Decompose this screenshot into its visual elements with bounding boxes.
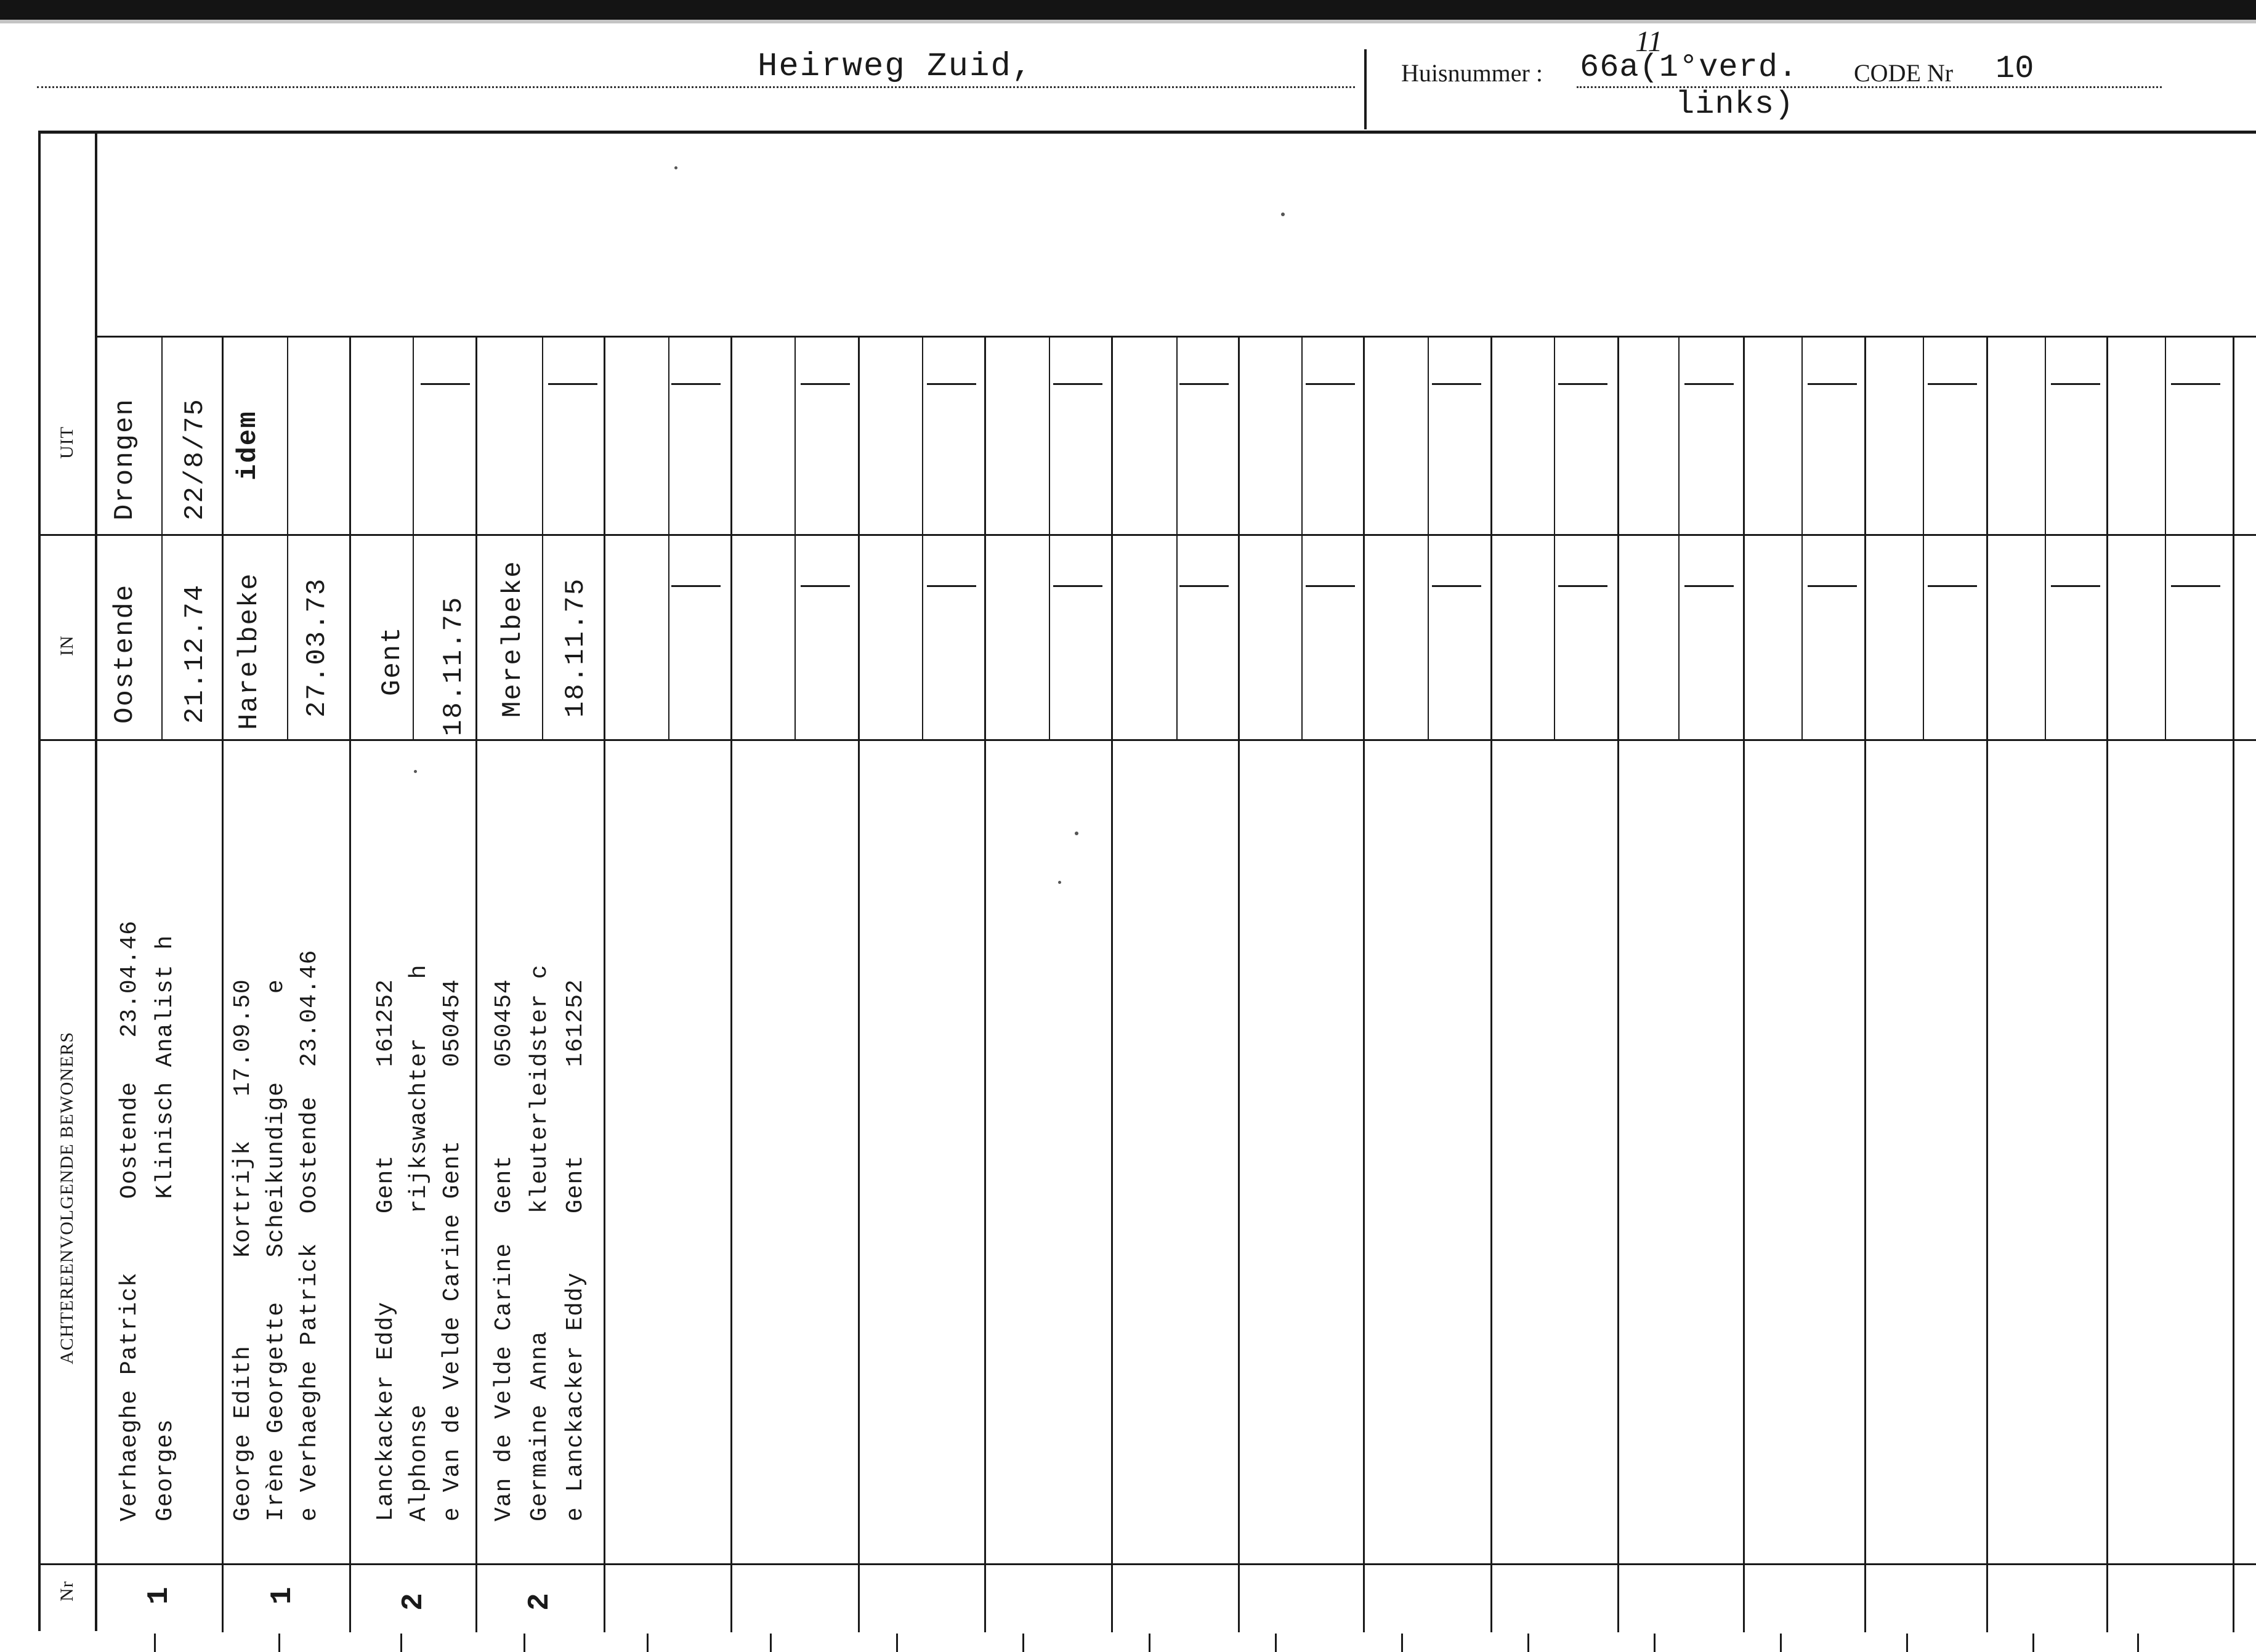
code-value: 10: [1995, 51, 2034, 87]
bottom-ruler-tick: [278, 1634, 280, 1652]
bottom-ruler-tick: [1780, 1634, 1782, 1652]
resident-line: e Verhaeghe Patrick Oostende 23.04.46: [296, 949, 323, 1521]
code-label: CODE Nr: [1854, 59, 1954, 87]
bottom-ruler-tick: [2137, 1634, 2139, 1652]
empty-uit-dash: [927, 383, 976, 385]
bottom-ruler-tick: [1022, 1634, 1024, 1652]
header-column-divider: [95, 131, 97, 1634]
entry-1-residents: [112, 920, 184, 1521]
resident-line: Alphonse rijkswachter h: [406, 964, 432, 1521]
column-header-uit: UIT: [57, 426, 77, 459]
entry-2-in-date: 27.03.73: [302, 577, 333, 718]
entry-3-residents: [370, 964, 469, 1521]
empty-in-dash: [671, 585, 721, 587]
page-bottom-margin: [0, 1631, 2256, 1652]
column-divider: [475, 336, 477, 1632]
empty-uit-dash: [1179, 383, 1229, 385]
scan-top-shadow: [0, 20, 2256, 23]
column-divider: [222, 336, 224, 1632]
resident-line: Georges Klinisch Analist h: [152, 934, 179, 1521]
entry-2-in-place: Harelbeke: [234, 572, 265, 730]
bottom-ruler-tick: [1275, 1634, 1277, 1652]
huisnummer-value: 66a(1°verd.: [1580, 49, 1798, 86]
column-divider: [1617, 336, 1619, 1632]
scan-speck: [674, 166, 677, 169]
column-divider: [2233, 336, 2234, 1632]
empty-in-dash: [927, 585, 976, 587]
bottom-ruler-tick: [154, 1634, 156, 1652]
column-divider: [1238, 336, 1240, 1632]
subcolumn-divider: [1176, 336, 1178, 739]
subcolumn-divider: [2045, 336, 2046, 739]
empty-in-dash: [2171, 585, 2220, 587]
bottom-ruler-tick: [770, 1634, 772, 1652]
huisnummer-value-line2: links): [1675, 86, 1795, 123]
entry-1-nr: 1: [143, 1587, 176, 1605]
column-divider: [1743, 336, 1745, 1632]
scan-speck: [1058, 881, 1061, 884]
bewoners-section-top: [38, 739, 2256, 741]
entry-4-nr: 2: [524, 1593, 557, 1611]
column-divider: [1363, 336, 1365, 1632]
entry-1-uit-date: 22/8/75: [180, 398, 211, 520]
column-divider: [730, 336, 732, 1632]
resident-line: Germaine Anna kleuterleidster c: [527, 964, 553, 1521]
empty-in-dash: [801, 585, 850, 587]
subcolumn-divider: [413, 336, 414, 739]
column-divider: [858, 336, 860, 1632]
empty-uit-dash: [1684, 383, 1734, 385]
column-divider: [2106, 336, 2108, 1632]
subcolumn-divider: [1049, 336, 1050, 739]
column-header-in: IN: [57, 635, 77, 656]
scan-top-edge: [0, 0, 2256, 20]
bottom-ruler-tick: [1906, 1634, 1908, 1652]
empty-uit-dash: [421, 383, 470, 385]
empty-in-dash: [1558, 585, 1607, 587]
subcolumn-divider: [794, 336, 796, 739]
empty-in-dash: [1179, 585, 1229, 587]
subcolumn-divider: [1301, 336, 1303, 739]
empty-in-dash: [1928, 585, 1977, 587]
column-divider: [604, 336, 605, 1632]
entry-4-residents: [487, 964, 594, 1521]
resident-line: Verhaeghe Patrick Oostende 23.04.46: [116, 920, 143, 1521]
empty-in-dash: [1684, 585, 1734, 587]
resident-line: Van de Velde Carine Gent 050454: [491, 979, 517, 1521]
entry-2-uit-place: idem: [233, 410, 264, 480]
street-dotted-line: [37, 86, 1355, 88]
huisnummer-label: Huisnummer :: [1401, 59, 1543, 87]
entry-1-in-date: 21.12.74: [180, 583, 211, 724]
empty-uit-dash: [1306, 383, 1355, 385]
entry-2-residents: [227, 950, 326, 1521]
empty-uit-dash: [1808, 383, 1857, 385]
subcolumn-divider: [1801, 336, 1803, 739]
entry-3-nr: 2: [397, 1593, 431, 1611]
empty-uit-dash: [1053, 383, 1102, 385]
empty-uit-dash: [1432, 383, 1481, 385]
entry-2-nr: 1: [266, 1587, 299, 1605]
empty-uit-dash: [801, 383, 850, 385]
column-divider: [1490, 336, 1492, 1632]
column-divider: [1986, 336, 1988, 1632]
nr-section-top: [38, 1563, 2256, 1565]
column-divider: [984, 336, 986, 1632]
empty-uit-dash: [1558, 383, 1607, 385]
scan-speck: [414, 770, 417, 773]
empty-in-dash: [1053, 585, 1102, 587]
scan-speck: [1075, 832, 1078, 835]
resident-line: Irène Georgette Scheikundige e: [263, 979, 289, 1521]
scan-speck: [1281, 213, 1285, 216]
bottom-ruler-tick: [1149, 1634, 1150, 1652]
resident-line: Lanckacker Eddy Gent 161252: [373, 979, 399, 1521]
uit-section-top: [95, 336, 2256, 338]
column-divider: [349, 336, 351, 1632]
empty-in-dash: [1808, 585, 1857, 587]
huisnummer-annotation: 11: [1635, 25, 1663, 58]
subcolumn-divider: [668, 336, 669, 739]
bottom-ruler-tick: [1654, 1634, 1656, 1652]
entry-1-uit-place: Drongen: [110, 398, 140, 520]
empty-in-dash: [1432, 585, 1481, 587]
empty-uit-dash: [2171, 383, 2220, 385]
bottom-ruler-tick: [1527, 1634, 1529, 1652]
resident-line: George Edith Kortrijk 17.09.50: [230, 979, 256, 1521]
subcolumn-divider: [1678, 336, 1680, 739]
entry-3-in-date: 18.11.75: [439, 596, 469, 736]
subcolumn-divider: [161, 336, 163, 739]
resident-line: e Lanckacker Eddy Gent 161252: [562, 979, 589, 1521]
entry-4-in-place: Merelbeke: [498, 560, 528, 718]
subcolumn-divider: [287, 336, 288, 739]
bottom-ruler-tick: [524, 1634, 525, 1652]
column-divider: [1111, 336, 1113, 1632]
header-divider: [1364, 49, 1367, 129]
entry-1-in-place: Oostende: [110, 583, 140, 724]
empty-uit-dash: [1928, 383, 1977, 385]
table-top-border: [38, 131, 2256, 134]
empty-uit-dash: [548, 383, 597, 385]
entry-3-in-place: Gent: [377, 626, 408, 696]
bottom-ruler-tick: [400, 1634, 402, 1652]
empty-in-dash: [1306, 585, 1355, 587]
empty-in-dash: [2051, 585, 2100, 587]
bottom-ruler-tick: [647, 1634, 649, 1652]
column-divider: [1864, 336, 1866, 1632]
column-header-bewoners: ACHTEREENVOLGENDE BEWONERS: [57, 1031, 77, 1364]
subcolumn-divider: [922, 336, 923, 739]
entry-4-in-date: 18.11.75: [560, 577, 591, 718]
bottom-ruler-tick: [1401, 1634, 1403, 1652]
empty-uit-dash: [2051, 383, 2100, 385]
street-name: Heirweg Zuid,: [758, 48, 1033, 86]
subcolumn-divider: [542, 336, 543, 739]
subcolumn-divider: [1428, 336, 1429, 739]
empty-uit-dash: [671, 383, 721, 385]
subcolumn-divider: [1554, 336, 1555, 739]
resident-line: e Van de Velde Carine Gent 050454: [439, 979, 466, 1521]
bottom-ruler-tick: [896, 1634, 898, 1652]
bottom-ruler-tick: [2032, 1634, 2034, 1652]
subcolumn-divider: [1923, 336, 1924, 739]
column-header-nr: Nr: [57, 1581, 77, 1601]
table-left-border: [38, 131, 41, 1634]
subcolumn-divider: [2165, 336, 2166, 739]
